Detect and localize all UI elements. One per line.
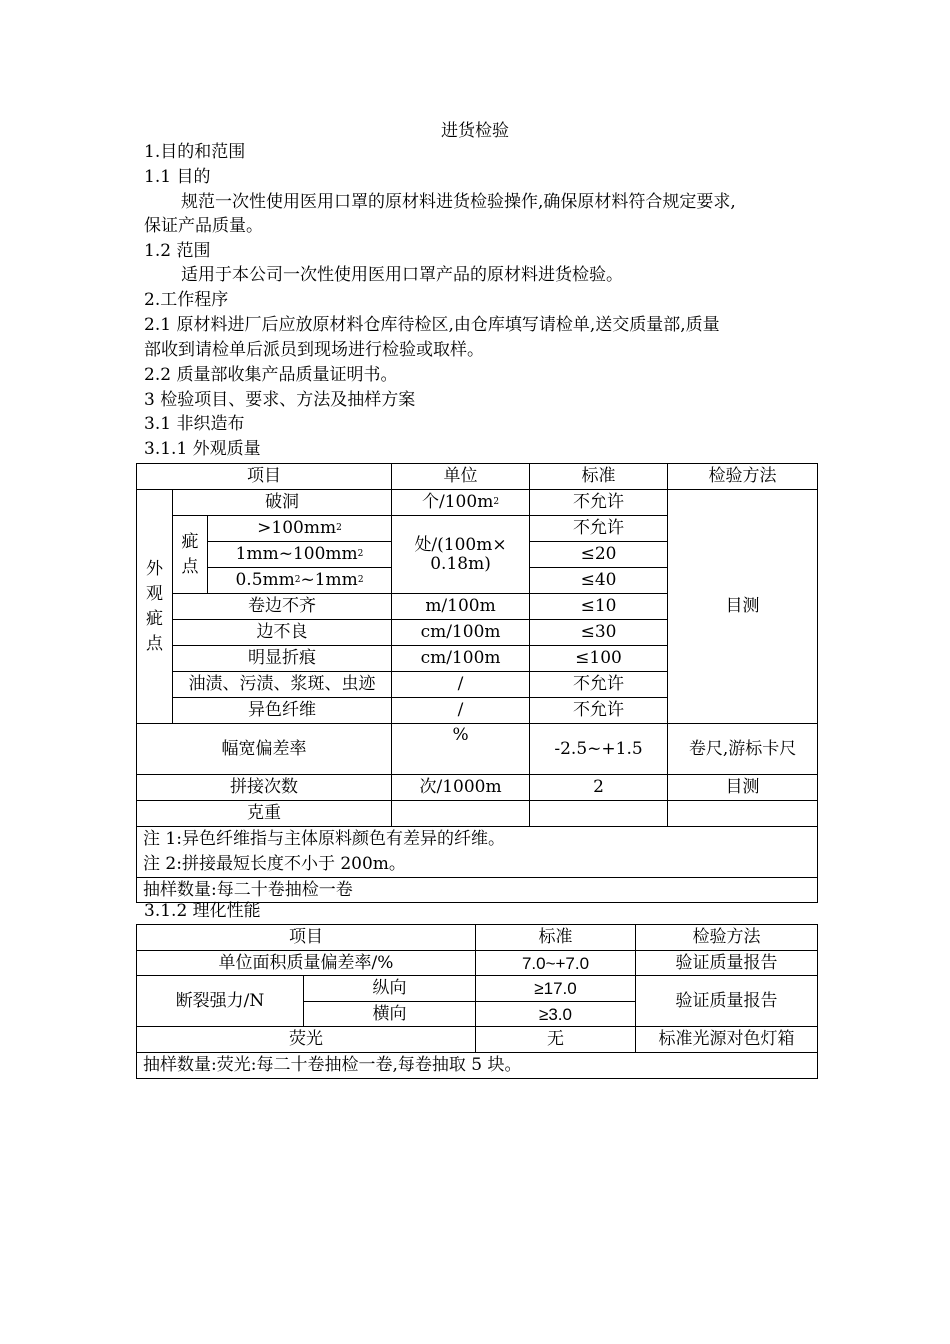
row-curled-edge-item: 卷边不齐: [173, 594, 392, 620]
row-width-unit: %: [392, 724, 530, 775]
spot-small-item: $0.5mm^2\sim 1mm^2$: [208, 568, 392, 594]
visual-method-cell: 目测: [668, 490, 818, 724]
spot-unit: 处/(100m× 0.18m): [392, 516, 530, 594]
row-curled-edge-unit: m/100m: [392, 594, 530, 620]
t2-strength-transverse: 横向: [304, 1002, 476, 1027]
heading-appearance: 3.1.1 外观质量: [144, 439, 261, 459]
t2-mass-method: 验证质量报告: [636, 951, 818, 976]
row-weight-item: 克重: [137, 801, 392, 827]
scope-text: 适用于本公司一次性使用医用口罩产品的原材料进货检验。: [181, 265, 623, 285]
t2-strength-item: 断裂强力/N: [137, 976, 304, 1027]
procedure-text-2: 部收到请检单后派员到现场进行检验或取样。: [144, 340, 484, 360]
purpose-text-1: 规范一次性使用医用口罩的原材料进货检验操作,确保原材料符合规定要求,: [181, 192, 736, 212]
t2-strength-transverse-standard: ≥3.0: [476, 1002, 636, 1027]
row-splice-unit: 次/1000m: [392, 775, 530, 801]
t2-strength-longitudinal-standard: ≥17.0: [476, 976, 636, 1002]
t2-header-item: 项目: [137, 925, 476, 951]
t2-mass-standard: 7.0~+7.0: [476, 951, 636, 976]
t2-header-method: 检验方法: [636, 925, 818, 951]
row-weight-method: [668, 801, 818, 827]
procedure-text-1: 2.1 原材料进厂后应放原材料仓库待检区,由仓库填写请检单,送交质量部,质量: [144, 315, 720, 335]
t2-header-standard: 标准: [476, 925, 636, 951]
t2-fluorescence-method: 标准光源对色灯箱: [636, 1027, 818, 1053]
t2-strength-longitudinal: 纵向: [304, 976, 476, 1002]
row-hole-item: 破洞: [173, 490, 392, 516]
row-weight-unit: [392, 801, 530, 827]
row-width-standard: -2.5~+1.5: [530, 724, 668, 775]
row-foreign-fiber-item: 异色纤维: [173, 698, 392, 724]
spot-large-standard: 不允许: [530, 516, 668, 542]
t2-strength-method: 验证质量报告: [636, 976, 818, 1027]
purpose-text-2: 保证产品质量。: [144, 216, 263, 236]
row-hole-unit: 个$/100m^2$: [392, 490, 530, 516]
row-foreign-fiber-standard: 不允许: [530, 698, 668, 724]
row-splice-method: 目测: [668, 775, 818, 801]
row-weight-standard: [530, 801, 668, 827]
document-title: 进货检验: [441, 121, 509, 141]
physical-chemical-table: [136, 924, 818, 1079]
defect-spot-label: 疵 点: [173, 516, 208, 594]
row-width-method: 卷尺,游标卡尺: [668, 724, 818, 775]
heading-physical-chemical: 3.1.2 理化性能: [144, 901, 261, 921]
header-unit: 单位: [392, 464, 530, 490]
row-stains-unit: /: [392, 672, 530, 698]
header-item: 项目: [137, 464, 392, 490]
header-method: 检验方法: [668, 464, 818, 490]
spot-large-item: $>100mm^2$: [208, 516, 392, 542]
heading-scope: 1.2 范围: [144, 241, 211, 261]
row-foreign-fiber-unit: /: [392, 698, 530, 724]
header-standard: 标准: [530, 464, 668, 490]
spot-medium-standard: ≤20: [530, 542, 668, 568]
table1-notes: [137, 827, 818, 878]
row-crease-standard: ≤100: [530, 646, 668, 672]
heading-purpose-scope: 1.目的和范围: [144, 142, 246, 162]
row-stains-item: 油渍、污渍、浆斑、虫迹: [173, 672, 392, 698]
heading-inspection: 3 检验项目、要求、方法及抽样方案: [144, 390, 416, 410]
row-hole-standard: 不允许: [530, 490, 668, 516]
row-bad-edge-unit: cm/100m: [392, 620, 530, 646]
row-splice-item: 拼接次数: [137, 775, 392, 801]
row-curled-edge-standard: ≤10: [530, 594, 668, 620]
row-width-item: 幅宽偏差率: [137, 724, 392, 775]
t2-mass-item: 单位面积质量偏差率/%: [137, 951, 476, 976]
note-1: 注 1:异色纤维指与主体原料颜色有差异的纤维。: [143, 829, 505, 849]
row-stains-standard: 不允许: [530, 672, 668, 698]
appearance-defect-group-label: 外 观 疵 点: [137, 490, 173, 724]
table1-sampling: 抽样数量:每二十卷抽检一卷: [137, 878, 818, 903]
heading-purpose: 1.1 目的: [144, 167, 211, 187]
row-bad-edge-item: 边不良: [173, 620, 392, 646]
appearance-quality-table: [136, 463, 818, 903]
heading-nonwoven: 3.1 非织造布: [144, 414, 245, 434]
row-splice-standard: 2: [530, 775, 668, 801]
spot-small-standard: ≤40: [530, 568, 668, 594]
t2-fluorescence-item: 荧光: [137, 1027, 476, 1053]
row-bad-edge-standard: ≤30: [530, 620, 668, 646]
spot-medium-item: $1mm\sim 100mm^2$: [208, 542, 392, 568]
row-crease-item: 明显折痕: [173, 646, 392, 672]
row-crease-unit: cm/100m: [392, 646, 530, 672]
procedure-text-3: 2.2 质量部收集产品质量证明书。: [144, 365, 398, 385]
note-2: 注 2:拼接最短长度不小于 200m。: [143, 854, 406, 874]
heading-procedure: 2.工作程序: [144, 290, 229, 310]
t2-fluorescence-standard: 无: [476, 1027, 636, 1053]
t2-sampling: 抽样数量:荧光:每二十卷抽检一卷,每卷抽取 5 块。: [137, 1053, 818, 1079]
